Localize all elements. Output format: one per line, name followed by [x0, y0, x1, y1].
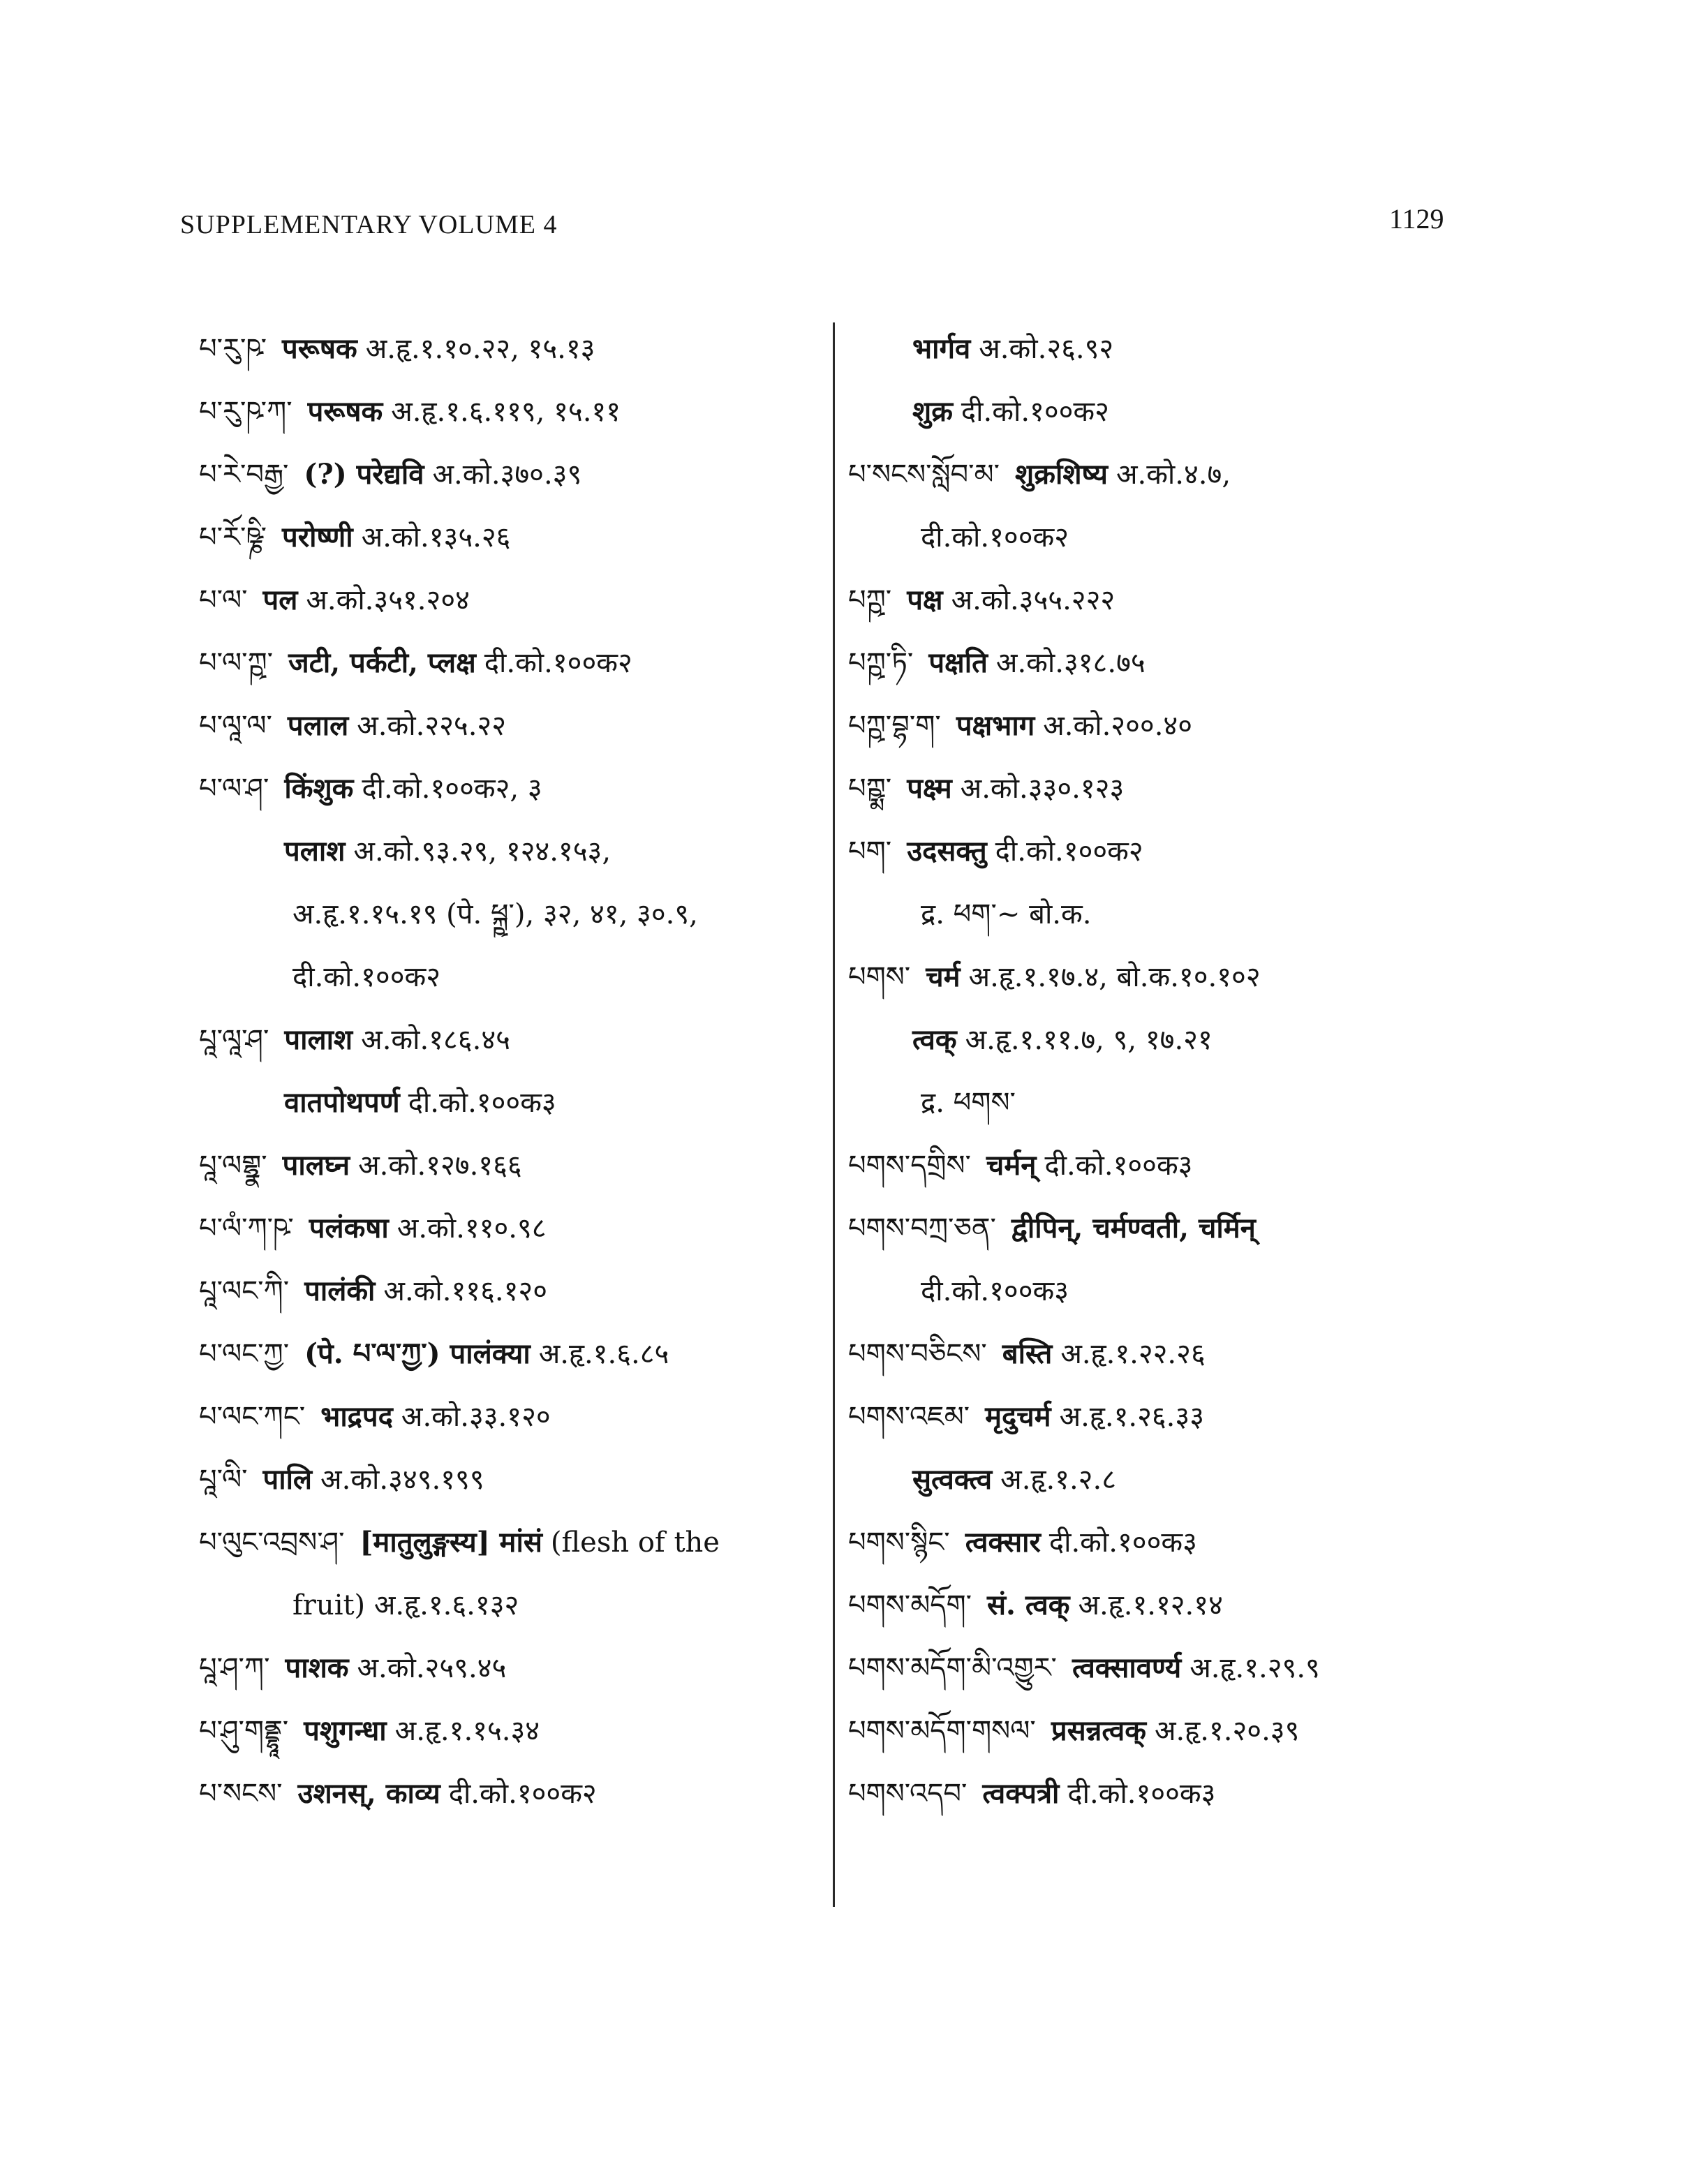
dictionary-entry	[199, 883, 827, 946]
dictionary-entry	[199, 632, 827, 694]
tibetan-term: པཀྵ་	[848, 584, 892, 616]
sanskrit-headword: पक्षभाग	[956, 709, 1035, 742]
tibetan-term: པགས་སྙིང་	[848, 1526, 950, 1559]
dictionary-entry	[199, 1323, 827, 1386]
dictionary-entry	[199, 380, 827, 443]
sanskrit-headword: परूषक	[307, 395, 383, 428]
tibetan-term: པགས་བཀྲ་ཅན་	[848, 1212, 996, 1245]
tibetan-term: པགས་འདབ་	[848, 1778, 968, 1810]
right-column	[848, 318, 1546, 1825]
column-rule	[833, 322, 835, 1907]
tibetan-term: པ་ལང་ཀྱ་	[199, 1338, 290, 1370]
tibetan-term: པ་ལ་ཀྵ་	[199, 647, 274, 679]
tibetan-term: པཱ་ལགྷྣ་	[199, 1150, 267, 1182]
tibetan-term: པཀྵ་ཏི་	[848, 647, 914, 679]
source-reference: दी.को.१००क२	[995, 835, 1143, 868]
source-reference: अ.हृ.१.६.११९, १५.११	[391, 396, 621, 428]
sanskrit-headword: चर्म	[926, 960, 961, 993]
tibetan-term: པ་རོ་ཥྞི་	[199, 521, 267, 554]
tibetan-term: པགས་དགྲིས་	[848, 1150, 971, 1182]
dictionary-entry	[848, 1511, 1546, 1574]
tibetan-term: པཀྵྨ་	[848, 773, 892, 805]
sanskrit-headword: परूषक	[282, 332, 357, 365]
sanskrit-headword: पल	[262, 584, 298, 616]
dictionary-entry	[199, 694, 827, 757]
source-reference: अ.को.३५५.२२२	[951, 584, 1115, 616]
tibetan-term: པ་ལཱ་ལ་	[199, 710, 272, 742]
dictionary-entry	[199, 569, 827, 632]
source-reference: अ.हृ.१.२६.३३	[1059, 1401, 1204, 1433]
dictionary-entry	[199, 443, 827, 506]
tibetan-term: པ་ལཾ་ཀ་ཥ་	[199, 1212, 294, 1245]
dictionary-entry	[848, 1574, 1546, 1637]
tibetan-term: པ་ལ་	[199, 584, 248, 616]
sanskrit-headword: प्रसन्नत्वक्	[1051, 1714, 1146, 1747]
source-reference: (flesh of the	[550, 1526, 720, 1559]
source-reference: अ.हृ.१.१५.१९ (पे. ཕྐྵ་), ३२, ४१, ३०.९,	[292, 898, 698, 930]
source-reference: अ.हृ.१.२२.२६	[1060, 1338, 1206, 1370]
source-reference: दी.को.१००क३	[921, 1275, 1069, 1307]
sanskrit-headword: परोष्णी	[282, 521, 353, 554]
sanskrit-headword: पक्ष	[907, 584, 943, 616]
sanskrit-headword: मृदुचर्म	[985, 1400, 1051, 1433]
dictionary-entry	[848, 883, 1546, 946]
dictionary-entry	[848, 506, 1546, 569]
tibetan-term: པ་སངས་	[199, 1778, 283, 1810]
source-reference: अ.हृ.१.११.७, ९, १७.२१	[965, 1024, 1213, 1056]
dictionary-entry	[848, 1386, 1546, 1448]
tibetan-term: པཱ་ལི་	[199, 1464, 248, 1496]
source-reference: अ.हृ.१.१०.२२, १५.१३	[365, 333, 595, 365]
dictionary-entry	[848, 1762, 1546, 1825]
sanskrit-headword: पलंकषा	[309, 1212, 389, 1245]
sanskrit-headword: सुत्वक्त्व	[912, 1463, 993, 1496]
dictionary-entry	[848, 1448, 1546, 1511]
sanskrit-headword: भार्गव	[912, 332, 971, 365]
sanskrit-headword: त्वक्पत्री	[982, 1777, 1060, 1810]
tibetan-term: པགས་མདོག་གསལ་	[848, 1715, 1036, 1747]
sanskrit-headword: पलाश	[284, 835, 346, 868]
tibetan-term: པགས་མདོག་	[848, 1589, 972, 1621]
dictionary-entry	[199, 1511, 827, 1574]
source-reference: अ.को.३४९.१९९	[320, 1464, 484, 1496]
tibetan-term: པ་ཤུ་གནྡྷཱ་	[199, 1715, 289, 1747]
dictionary-entry	[199, 1009, 827, 1071]
source-reference: दी.को.१००क२	[484, 647, 632, 679]
source-reference: अ.को.१२७.१६६	[358, 1150, 522, 1182]
sanskrit-headword: त्वक्	[912, 1023, 957, 1056]
dictionary-entry	[848, 318, 1546, 380]
source-reference: अ.को.१३५.२६	[361, 521, 511, 554]
sanskrit-headword: किंशुक	[284, 772, 354, 805]
sanskrit-headword: उदसक्तु	[907, 835, 987, 868]
dictionary-entry	[848, 820, 1546, 883]
sanskrit-headword: शुक्र	[912, 395, 953, 428]
source-reference: अ.को.२५९.४५	[357, 1652, 507, 1684]
sanskrit-headword: द्वीपिन्, चर्मण्वती, चर्मिन्	[1011, 1212, 1256, 1245]
page-number: 1129	[1389, 203, 1444, 235]
source-reference: दी.को.१००क३	[1048, 1526, 1197, 1559]
source-reference: अ.को.२००.४०	[1043, 710, 1193, 742]
sanskrit-headword: वातपोथपर्ण	[284, 1086, 400, 1119]
dictionary-entry	[199, 318, 827, 380]
tibetan-term: པཱ་ལཱ་ཤ་	[199, 1024, 269, 1056]
tibetan-term: པཀྵ་བྷ་ག་	[848, 710, 941, 742]
tibetan-term: པགས་འཇམ་	[848, 1401, 970, 1433]
source-reference: दी.को.१००क२	[448, 1778, 597, 1810]
dictionary-entry	[848, 1637, 1546, 1700]
dictionary-entry	[199, 1197, 827, 1260]
dictionary-entry	[848, 694, 1546, 757]
sanskrit-headword: जटी, पर्कटी, प्लक्ष	[288, 646, 476, 679]
tibetan-term: པ་རུ་ཥ་ཀ་	[199, 396, 292, 428]
tibetan-term: པ་ལུང་འབྲས་ཤ་	[199, 1526, 345, 1559]
sanskrit-headword: पलाल	[287, 709, 349, 742]
dictionary-entry	[199, 1134, 827, 1197]
sanskrit-headword: (पे. པ་ལ་ཀྱ་) पालंक्या	[304, 1337, 531, 1370]
dictionary-entry	[199, 1762, 827, 1825]
dictionary-entry	[199, 506, 827, 569]
dictionary-entry	[848, 443, 1546, 506]
dictionary-entry	[199, 1700, 827, 1762]
sanskrit-headword: पशुगन्धा	[304, 1714, 387, 1747]
sanskrit-headword: त्वक्सावर्ण्य	[1072, 1651, 1182, 1684]
tibetan-term: པ་རེ་བརྒྱ་	[199, 459, 289, 491]
sanskrit-headword: पाशक	[285, 1651, 349, 1684]
dictionary-entry	[199, 946, 827, 1009]
sanskrit-headword: [मातुलुङ्गस्य] मांसं	[360, 1526, 542, 1559]
dictionary-entry	[199, 1386, 827, 1448]
source-reference: अ.को.३५१.२०४	[306, 584, 470, 616]
source-reference: अ.को.४.७,	[1115, 459, 1231, 491]
dictionary-entry	[848, 1071, 1546, 1134]
source-reference: द्र. ཕག་~ बो.क.	[921, 898, 1092, 930]
sanskrit-headword: पालाश	[284, 1023, 353, 1056]
dictionary-entry	[199, 1260, 827, 1323]
source-reference: अ.को.३३०.१२३	[960, 773, 1125, 805]
sanskrit-headword: पक्ष्म	[907, 772, 952, 805]
sanskrit-headword: चर्मन्	[986, 1149, 1037, 1182]
sanskrit-headword: उशनस्, काव्य	[297, 1777, 440, 1810]
sanskrit-headword: बस्ति	[1002, 1337, 1053, 1370]
tibetan-term: པགས་མདོག་མི་འགྱུར་	[848, 1652, 1057, 1684]
source-reference: अ.हृ.१.२९.९	[1189, 1652, 1320, 1684]
tibetan-term: པགས་བཅིངས་	[848, 1338, 987, 1370]
tibetan-term: པ་སངས་སློབ་མ་	[848, 459, 1000, 491]
source-reference: अ.को.११०.९८	[396, 1212, 547, 1245]
dictionary-entry	[199, 1574, 827, 1637]
source-reference: अ.हृ.१.२०.३९	[1154, 1715, 1300, 1747]
tibetan-term: པཱ་ལང་ཀི་	[199, 1275, 290, 1307]
tibetan-term: པ་རུ་ཥ་	[199, 333, 267, 365]
tibetan-term: པ་ལ་ཤ་	[199, 773, 269, 805]
dictionary-entry	[848, 569, 1546, 632]
source-reference: अ.को.१८६.४५	[361, 1024, 510, 1056]
dictionary-entry	[848, 1260, 1546, 1323]
dictionary-entry	[848, 1134, 1546, 1197]
dictionary-entry	[848, 1197, 1546, 1260]
dictionary-entry	[848, 380, 1546, 443]
source-reference: अ.हृ.१.१७.४, बो.क.१०.१०२	[968, 961, 1261, 993]
dictionary-entry	[848, 632, 1546, 694]
source-reference: अ.को.९३.२९, १२४.१५३,	[353, 835, 611, 868]
sanskrit-headword: शुक्रशिष्य	[1015, 458, 1108, 491]
source-reference: अ.को.२२५.२२	[357, 710, 507, 742]
source-reference: अ.को.११६.१२०	[383, 1275, 547, 1307]
sanskrit-headword: त्वक्सार	[965, 1526, 1041, 1559]
left-column	[199, 318, 827, 1825]
source-reference: fruit) अ.हृ.१.६.१३२	[292, 1589, 519, 1621]
dictionary-entry	[848, 1700, 1546, 1762]
source-reference: अ.को.३७०.३९	[432, 459, 582, 491]
source-reference: अ.हृ.१.२.८	[1000, 1464, 1116, 1496]
sanskrit-headword: (?) परेद्यवि	[304, 458, 424, 491]
running-head: SUPPLEMENTARY VOLUME 4	[180, 210, 558, 239]
dictionary-entry	[848, 757, 1546, 820]
source-reference: द्र. ཕགས་	[921, 1087, 1016, 1119]
source-reference: दी.को.१००क३	[1067, 1778, 1216, 1810]
source-reference: दी.को.१००क२, ३	[362, 773, 542, 805]
sanskrit-headword: सं. त्वक्	[987, 1589, 1070, 1621]
dictionary-entry	[848, 1323, 1546, 1386]
sanskrit-headword: पालंकी	[304, 1275, 376, 1307]
dictionary-entry	[199, 1448, 827, 1511]
tibetan-term: པ་ལང་ཀང་	[199, 1401, 306, 1433]
tibetan-term: པཱ་ཤ་ཀ་	[199, 1652, 270, 1684]
sanskrit-headword: पालि	[262, 1463, 313, 1496]
sanskrit-headword: पक्षति	[928, 646, 988, 679]
dictionary-entry	[199, 1637, 827, 1700]
source-reference: दी.को.१००क२	[961, 396, 1109, 428]
source-reference: अ.को.२६.९२	[979, 333, 1114, 365]
dictionary-entry	[199, 820, 827, 883]
source-reference: अ.हृ.१.६.८५	[538, 1338, 669, 1370]
source-reference: अ.हृ.१.१२.१४	[1078, 1589, 1223, 1621]
dictionary-entry	[199, 757, 827, 820]
dictionary-entry	[199, 1071, 827, 1134]
tibetan-term: པགས་	[848, 961, 911, 993]
sanskrit-headword: भाद्रपद	[320, 1400, 393, 1433]
dictionary-entry	[848, 946, 1546, 1009]
source-reference: अ.को.३३.१२०	[401, 1401, 551, 1433]
source-reference: अ.को.३१८.७५	[995, 647, 1146, 679]
tibetan-term: པག་	[848, 835, 892, 868]
dictionary-entry	[848, 1009, 1546, 1071]
sanskrit-headword: पालघ्न	[282, 1149, 350, 1182]
source-reference: दी.को.१००क३	[408, 1087, 556, 1119]
source-reference: दी.को.१००क२	[292, 961, 441, 993]
source-reference: अ.हृ.१.१५.३४	[394, 1715, 540, 1747]
source-reference: दी.को.१००क२	[921, 521, 1069, 554]
source-reference: दी.को.१००क३	[1044, 1150, 1193, 1182]
